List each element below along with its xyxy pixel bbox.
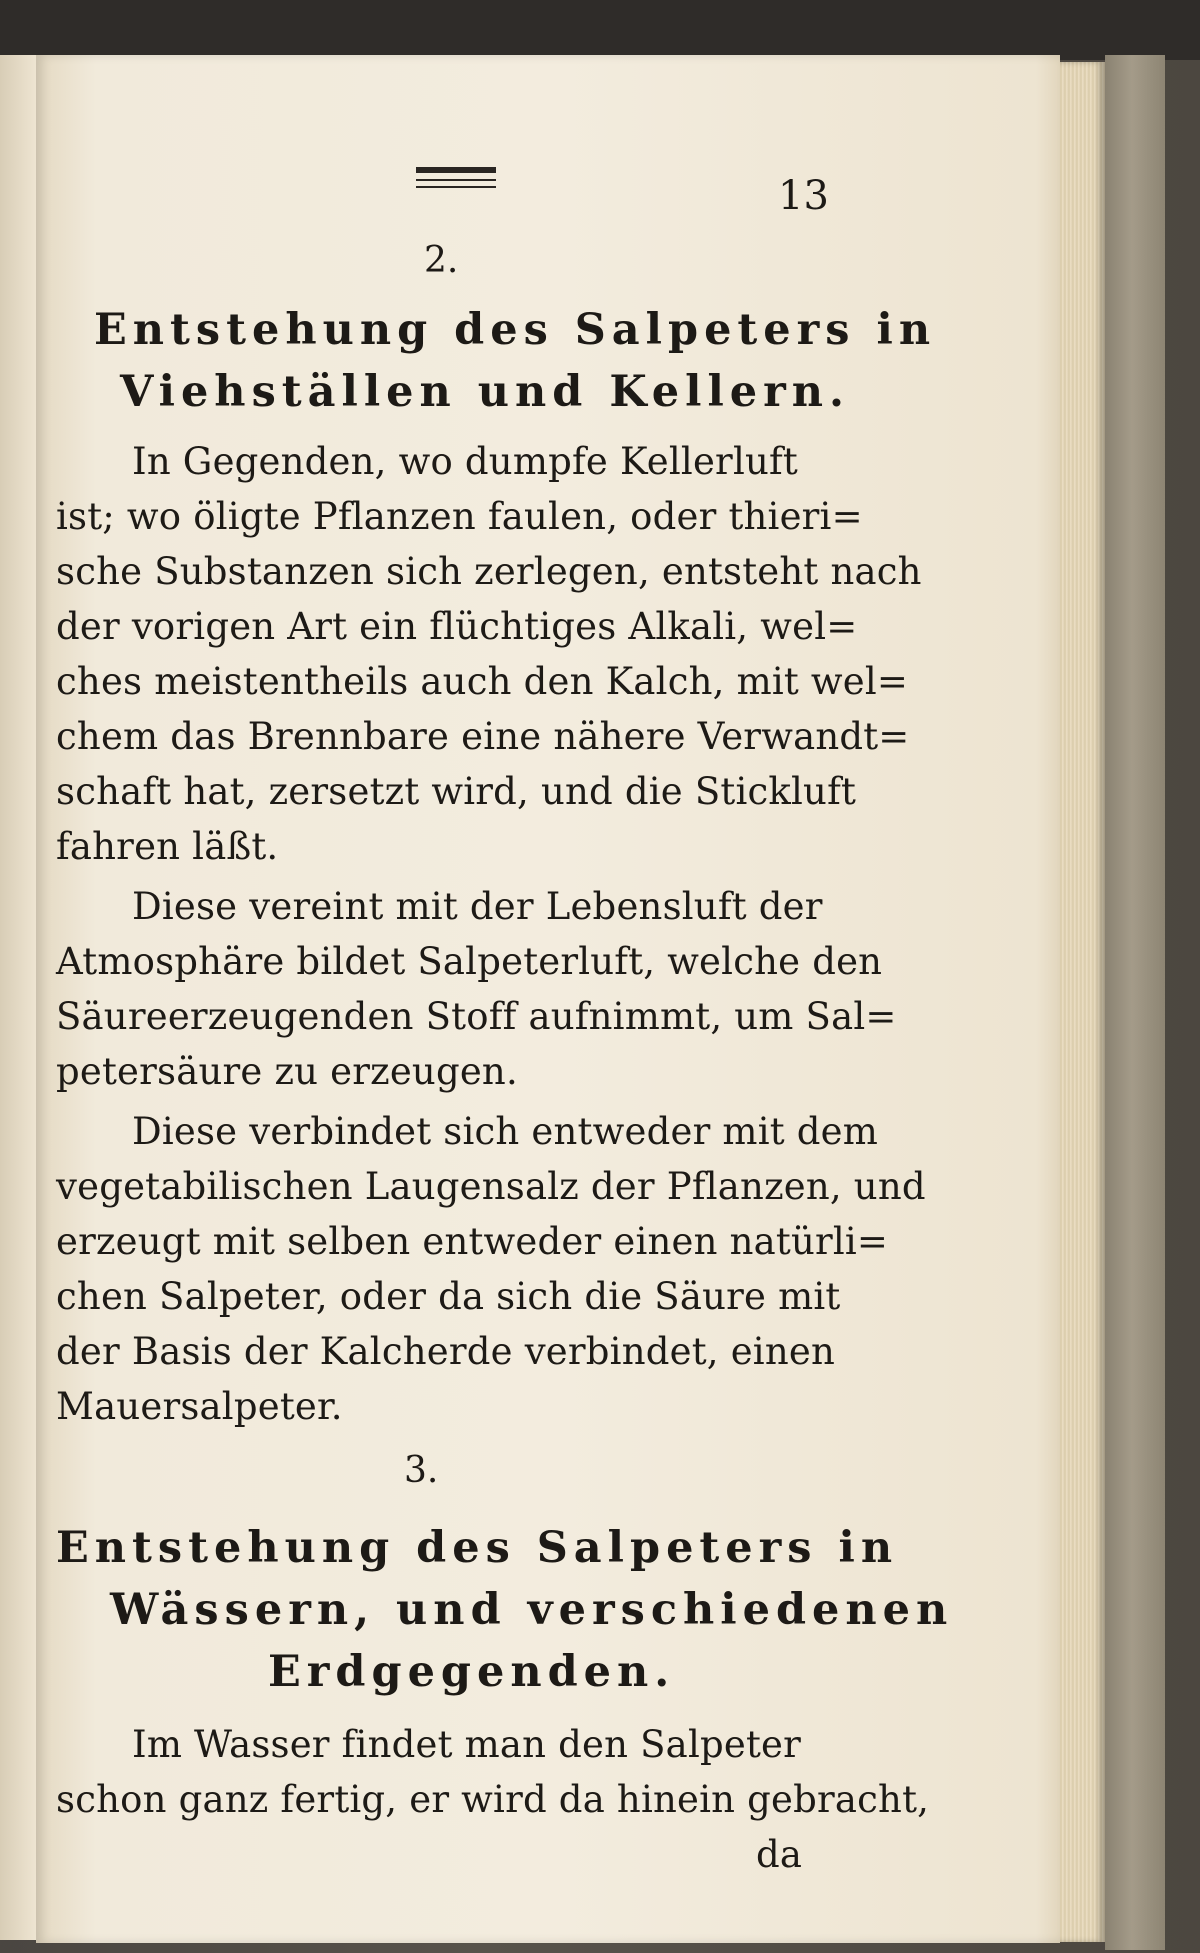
paragraph-line: Diese verbindet sich entweder mit dem	[132, 1110, 879, 1153]
paragraph-line: In Gegenden, wo dumpfe Kellerluft	[132, 440, 798, 483]
catchword: da	[756, 1833, 803, 1876]
paragraph-line: ist; wo öligte Pflanzen faulen, oder thieri=	[56, 495, 863, 538]
paragraph-line: der vorigen Art ein flüchtiges Alkali, wel=	[56, 605, 858, 648]
header-rule	[416, 186, 496, 188]
section-heading-line: Viehställen und Kellern.	[120, 367, 851, 417]
paragraph-line: schaft hat, zersetzt wird, und die Stickluft	[56, 770, 857, 813]
paragraph-line: vegetabilischen Laugensalz der Pflanzen, und	[56, 1165, 926, 1208]
cover-top-edge	[0, 0, 1200, 60]
section-heading-line: Erdgegenden.	[268, 1647, 676, 1697]
paragraph-line: Atmosphäre bildet Salpeterluft, welche den	[56, 940, 883, 983]
header-rule	[416, 179, 496, 181]
section-heading-line: Entstehung des Salpeters in	[56, 1523, 899, 1573]
header-rule	[416, 167, 496, 173]
paragraph-line: Mauersalpeter.	[56, 1385, 343, 1428]
paragraph-line: erzeugt mit selben entweder einen natürli=	[56, 1220, 889, 1263]
paragraph-line: Säureerzeugenden Stoff aufnimmt, um Sal=	[56, 995, 897, 1038]
section-number: 2.	[424, 240, 459, 281]
paragraph-line: ches meistentheils auch den Kalch, mit wel=	[56, 660, 909, 703]
paragraph-line: chem das Brennbare eine nähere Verwandt=	[56, 715, 910, 758]
section-heading-line: Wässern, und verschiedenen	[110, 1585, 954, 1635]
paragraph-line: fahren läßt.	[56, 825, 279, 868]
facing-page	[0, 55, 38, 1940]
paragraph-line: petersäure zu erzeugen.	[56, 1050, 518, 1093]
paragraph-line: schon ganz fertig, er wird da hinein gebracht,	[56, 1778, 930, 1821]
section-number: 3.	[404, 1450, 439, 1491]
paragraph-line: chen Salpeter, oder da sich die Säure mit	[56, 1275, 841, 1318]
cover-board-edge	[1105, 55, 1165, 1950]
paragraph-line: Diese vereint mit der Lebensluft der	[132, 885, 823, 928]
page-number: 13	[778, 173, 829, 219]
paragraph-line: der Basis der Kalcherde verbindet, einen	[56, 1330, 835, 1373]
page-edges	[1055, 62, 1105, 1942]
book-page	[36, 55, 1060, 1943]
paragraph-line: Im Wasser findet man den Salpeter	[132, 1723, 802, 1766]
section-heading-line: Entstehung des Salpeters in	[94, 305, 937, 355]
paragraph-line: sche Substanzen sich zerlegen, entsteht nach	[56, 550, 922, 593]
